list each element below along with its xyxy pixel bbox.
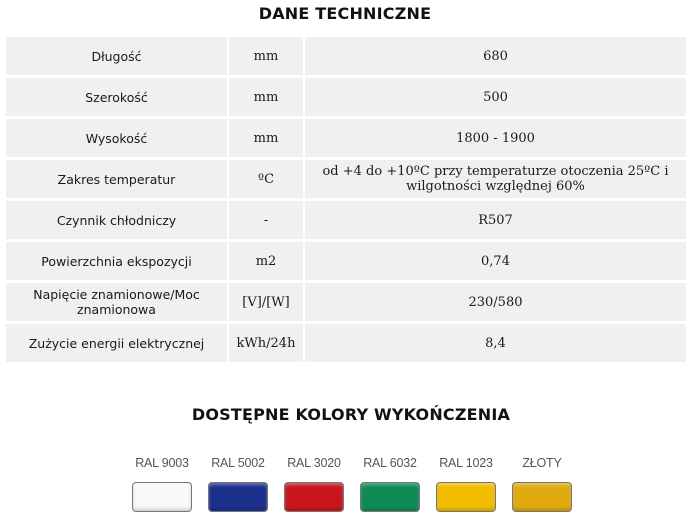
param-unit: ºC	[229, 160, 303, 198]
color-swatch[interactable]	[512, 482, 572, 512]
table-row	[6, 119, 686, 157]
param-name: Napięcie znamionowe/Moc znamionowa	[6, 283, 227, 321]
table-row	[6, 324, 686, 362]
color-options	[124, 456, 584, 520]
param-value: 230/580	[305, 283, 686, 321]
param-unit: kWh/24h	[229, 324, 303, 362]
spec-table	[6, 37, 686, 365]
param-unit: mm	[229, 78, 303, 116]
param-unit: m2	[229, 242, 303, 280]
color-option[interactable]	[352, 456, 428, 512]
param-value: 0,74	[305, 242, 686, 280]
param-unit: -	[229, 201, 303, 239]
table-row	[6, 78, 686, 116]
color-option[interactable]	[276, 456, 352, 512]
param-value: od +4 do +10ºC przy temperaturze otoczenia 25ºC i wilgotności względnej 60%	[305, 160, 686, 198]
color-swatch[interactable]	[284, 482, 344, 512]
param-value: 500	[305, 78, 686, 116]
color-label: RAL 5002	[211, 456, 265, 470]
param-name: Zakres temperatur	[6, 160, 227, 198]
param-value: 8,4	[305, 324, 686, 362]
table-row	[6, 201, 686, 239]
table-row	[6, 242, 686, 280]
param-name: Zużycie energii elektrycznej	[6, 324, 227, 362]
color-label: RAL 3020	[287, 456, 341, 470]
param-value: R507	[305, 201, 686, 239]
color-label: RAL 6032	[363, 456, 417, 470]
color-swatch[interactable]	[360, 482, 420, 512]
table-row	[6, 37, 686, 75]
color-option[interactable]	[504, 456, 580, 512]
param-name: Szerokość	[6, 78, 227, 116]
color-swatch[interactable]	[436, 482, 496, 512]
param-value: 1800 - 1900	[305, 119, 686, 157]
color-swatch[interactable]	[208, 482, 268, 512]
color-swatch[interactable]	[132, 482, 192, 512]
param-unit: mm	[229, 119, 303, 157]
param-name: Czynnik chłodniczy	[6, 201, 227, 239]
color-label: RAL 1023	[439, 456, 493, 470]
color-option[interactable]	[200, 456, 276, 512]
color-label: RAL 9003	[135, 456, 189, 470]
param-name: Powierzchnia ekspozycji	[6, 242, 227, 280]
param-name: Długość	[6, 37, 227, 75]
page-title: DANE TECHNICZNE	[258, 4, 432, 23]
table-row	[6, 160, 686, 198]
colors-section-title: DOSTĘPNE KOLORY WYKOŃCZENIA	[191, 405, 511, 424]
param-unit: [V]/[W]	[229, 283, 303, 321]
color-option[interactable]	[124, 456, 200, 512]
param-unit: mm	[229, 37, 303, 75]
table-row	[6, 283, 686, 321]
param-name: Wysokość	[6, 119, 227, 157]
param-value: 680	[305, 37, 686, 75]
color-label: ZŁOTY	[522, 456, 562, 470]
color-option[interactable]	[428, 456, 504, 512]
